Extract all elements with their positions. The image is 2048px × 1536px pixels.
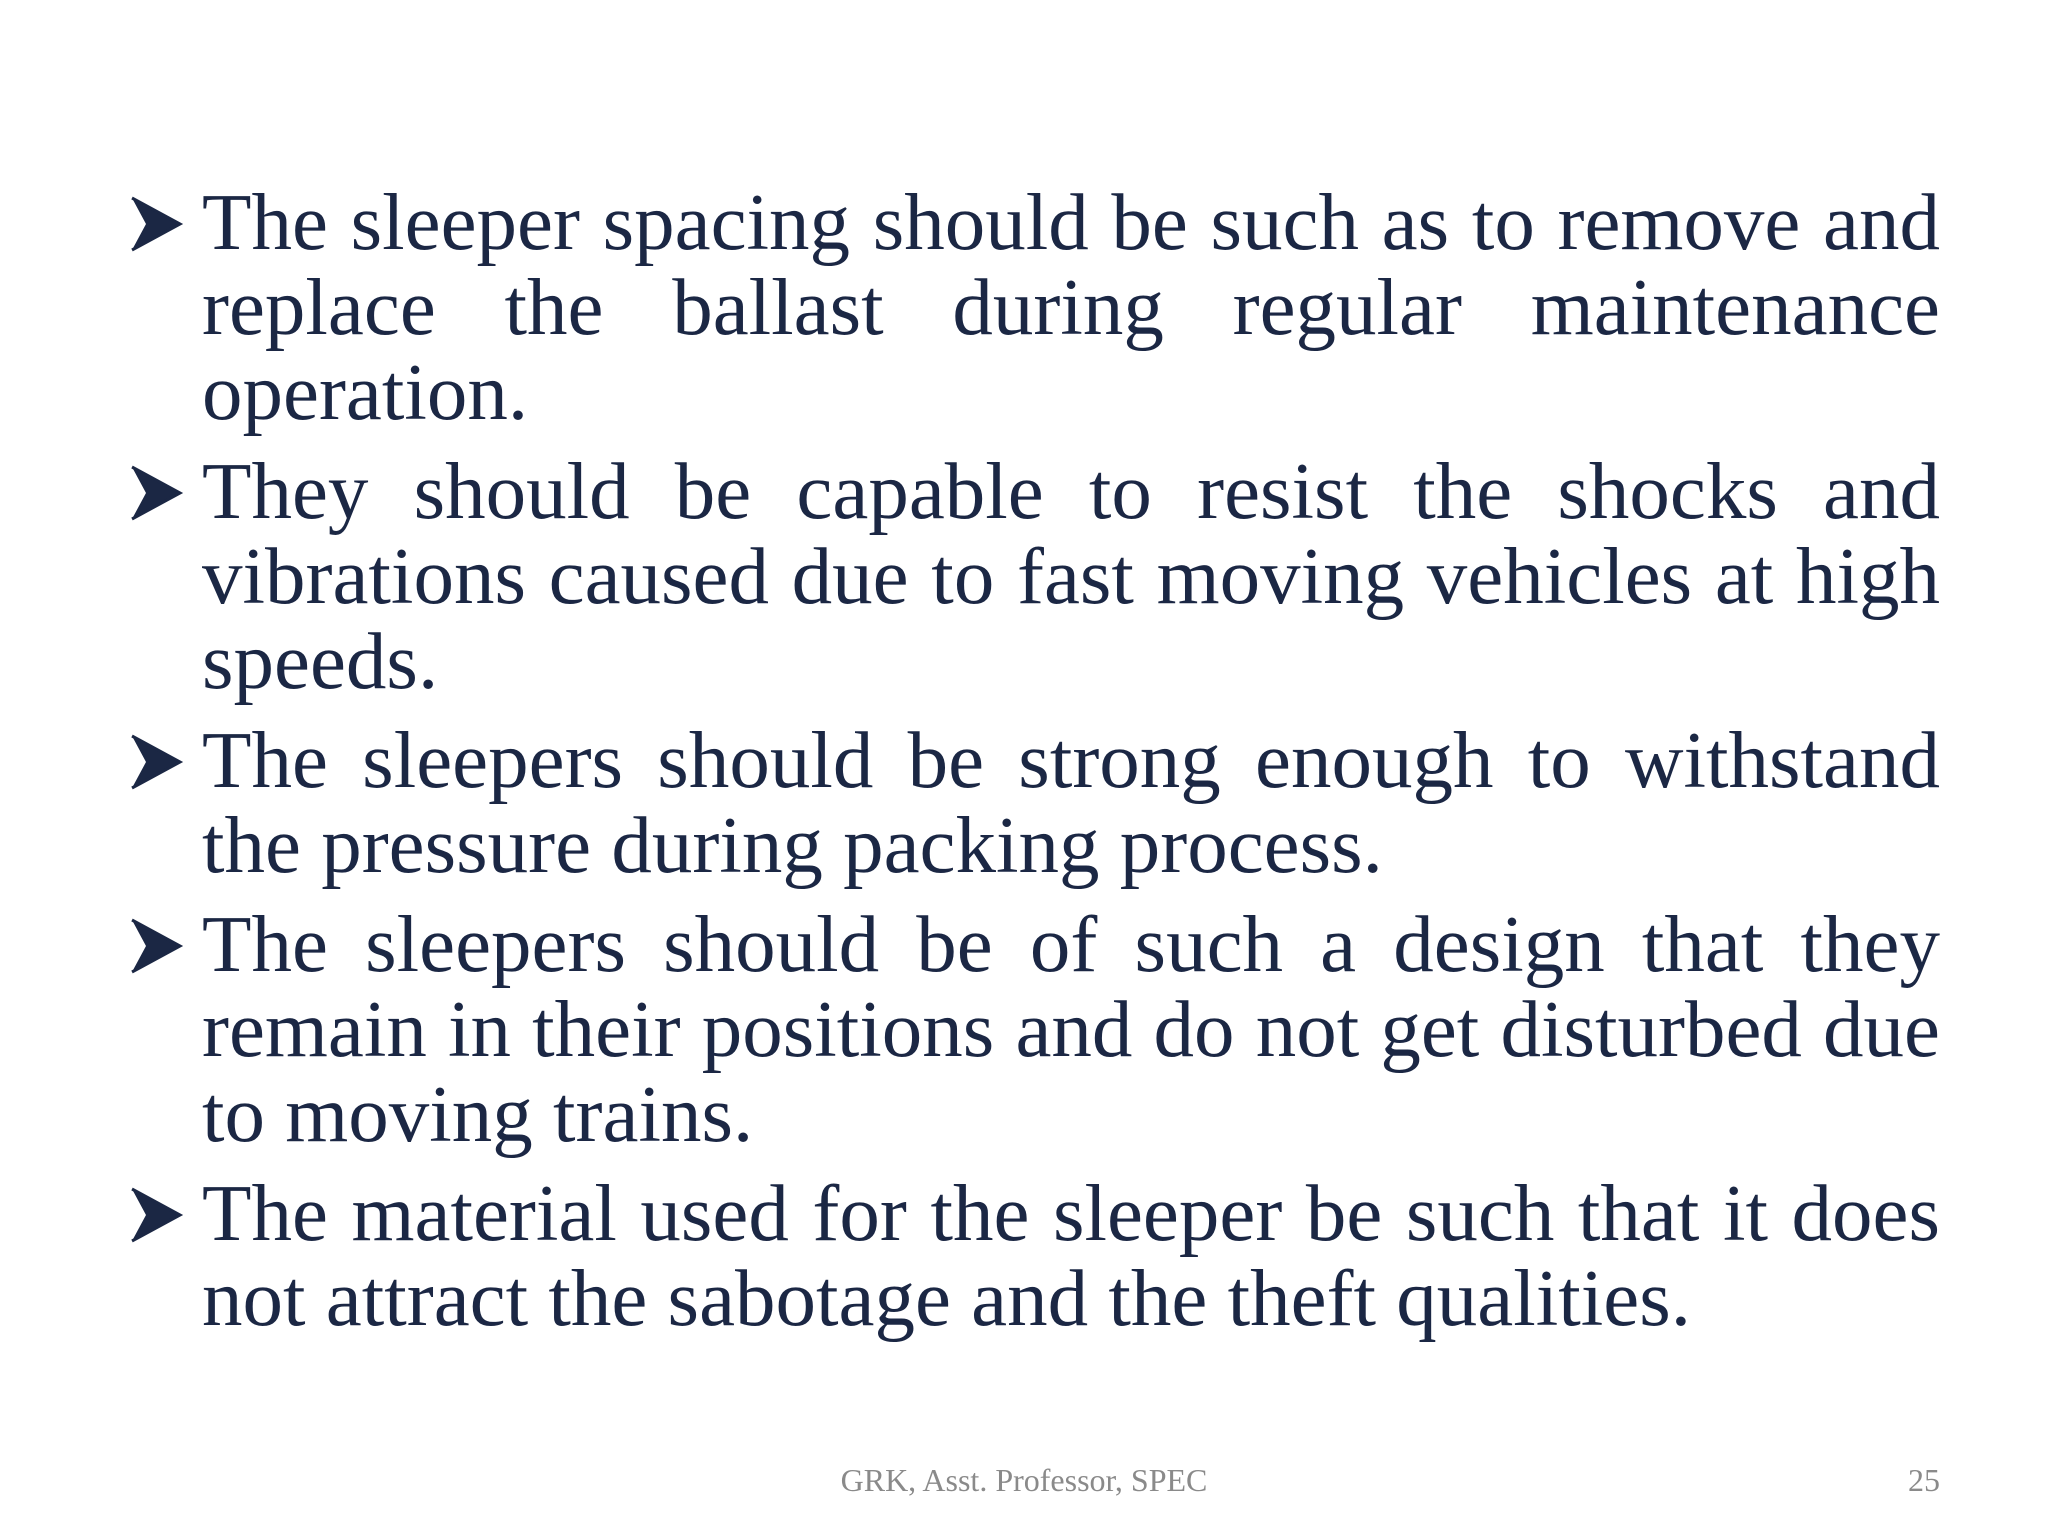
bullet-text: The material used for the sleeper be such that it does not attract the sabotage and the theft qualities. [202,1168,1940,1343]
bullet-text: The sleepers should be strong enough to withstand the pressure during packing process. [202,715,1940,890]
arrowhead-bullet-icon [128,1185,184,1245]
arrowhead-bullet-icon [128,732,184,792]
bullet-item [128,177,1940,437]
bullet-text: The sleepers should be of such a design that they remain in their positions and do not get disturbed due to moving trains. [202,899,1940,1159]
footer-author: GRK, Asst. Professor, SPEC [840,1462,1208,1498]
arrowhead-bullet-icon [128,463,184,523]
page-number: 25 [1908,1462,1940,1498]
bullet-item [128,1168,1940,1343]
arrowhead-bullet-icon [128,916,184,976]
bullet-item [128,446,1940,706]
bullet-list [128,177,1940,1355]
arrowhead-bullet-icon [128,194,184,254]
bullet-item [128,715,1940,890]
bullet-text: They should be capable to resist the shocks and vibrations caused due to fast moving vehicles at high speeds. [202,446,1940,706]
bullet-item [128,899,1940,1159]
bullet-text: The sleeper spacing should be such as to remove and replace the ballast during regular maintenance operation. [202,177,1940,437]
